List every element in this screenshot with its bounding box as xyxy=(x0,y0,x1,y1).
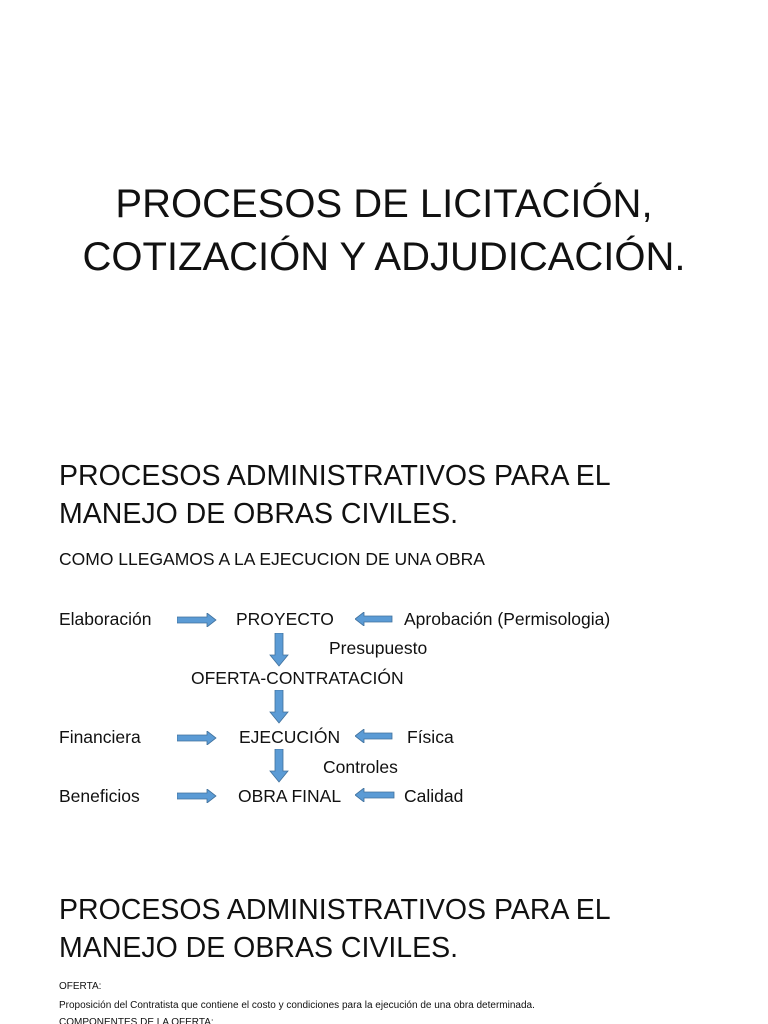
arrow-down-icon xyxy=(269,690,289,724)
arrow-right-icon xyxy=(177,613,217,627)
label-presupuesto: Presupuesto xyxy=(329,638,428,658)
label-oferta-contratacion: OFERTA-CONTRATACIÓN xyxy=(191,668,404,688)
arrow-right-icon xyxy=(177,789,217,803)
componentes-label: COMPONENTES DE LA OFERTA: xyxy=(59,1017,214,1024)
slide1-title-line2: COTIZACIÓN Y ADJUDICACIÓN. xyxy=(82,235,686,279)
arrow-down-icon xyxy=(269,633,289,667)
label-elaboracion: Elaboración xyxy=(59,609,152,629)
slide2-subtitle: COMO LLEGAMOS A LA EJECUCION DE UNA OBRA xyxy=(59,549,485,569)
label-controles: Controles xyxy=(323,757,398,777)
arrow-down-icon xyxy=(269,749,289,783)
label-calidad: Calidad xyxy=(404,786,464,806)
arrow-left-icon xyxy=(355,612,393,626)
slide2-title-line1: PROCESOS ADMINISTRATIVOS PARA EL xyxy=(59,460,611,492)
oferta-definition: Proposición del Contratista que contiene el costo y condiciones para la ejecución de una obra determinada. xyxy=(59,1000,535,1011)
arrow-left-icon xyxy=(355,788,395,802)
label-proyecto: PROYECTO xyxy=(236,609,334,629)
label-ejecucion: EJECUCIÓN xyxy=(239,727,341,747)
slide3-title-line2: MANEJO DE OBRAS CIVILES. xyxy=(59,932,459,964)
label-financiera: Financiera xyxy=(59,727,141,747)
slide3-title xyxy=(59,891,739,967)
slide1-title-line1: PROCESOS DE LICITACIÓN, xyxy=(115,182,653,226)
arrow-left-icon xyxy=(355,729,393,743)
label-obra-final: OBRA FINAL xyxy=(238,786,342,806)
label-fisica: Física xyxy=(407,727,454,747)
label-aprobacion: Aprobación (Permisologia) xyxy=(404,609,611,629)
oferta-label: OFERTA: xyxy=(59,981,102,992)
arrow-right-icon xyxy=(177,731,217,745)
slide3-title-line1: PROCESOS ADMINISTRATIVOS PARA EL xyxy=(59,894,611,926)
label-beneficios: Beneficios xyxy=(59,786,140,806)
slide2-title-line2: MANEJO DE OBRAS CIVILES. xyxy=(59,498,459,530)
